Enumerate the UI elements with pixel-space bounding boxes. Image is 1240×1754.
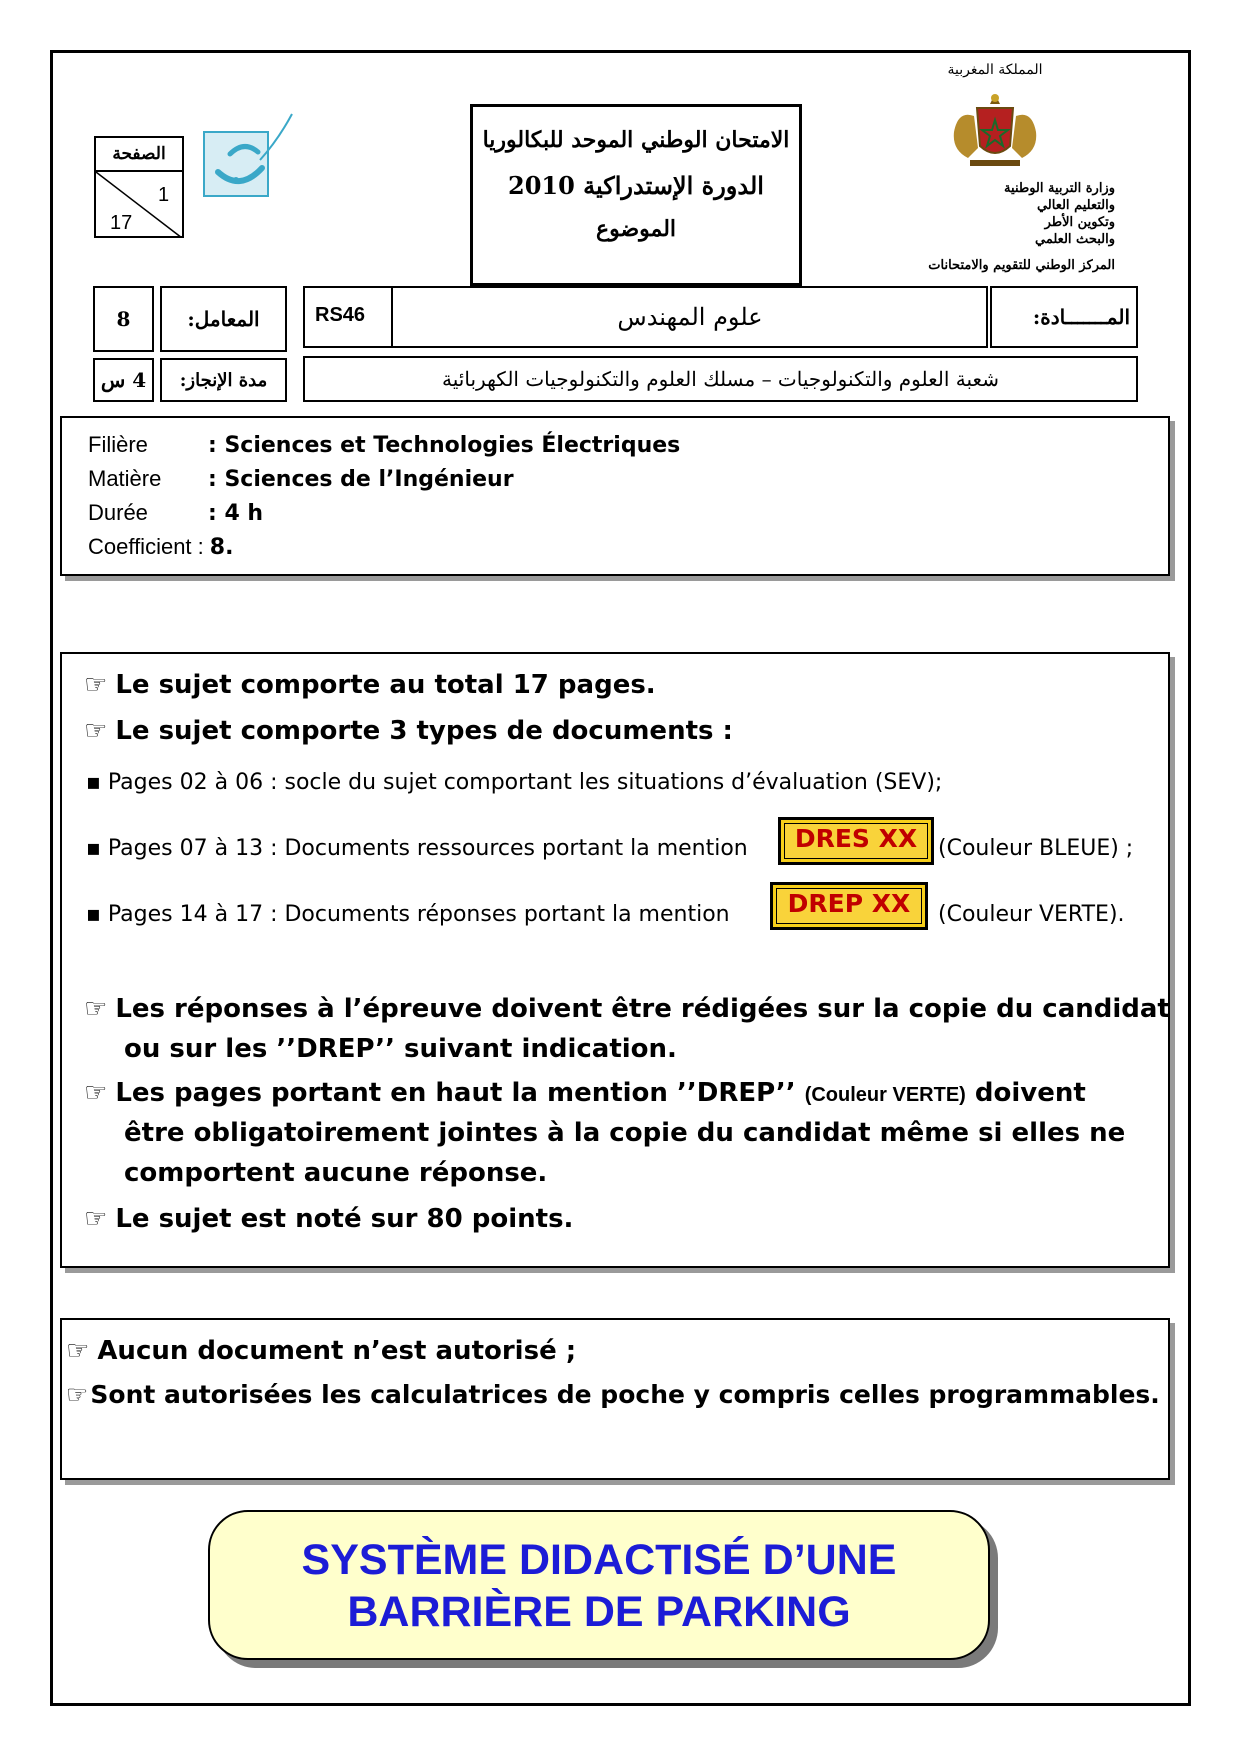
instr-answers-1 <box>84 994 1170 1024</box>
exam-line-2: الدورة الإستدراكية 2010 <box>508 171 764 200</box>
instr-pages-1b: (Couleur VERTE) <box>804 1084 966 1106</box>
main-title-line-2: BARRIÈRE DE PARKING <box>347 1588 851 1636</box>
drep-tag <box>770 882 928 930</box>
instr-doc3: ▪ Pages 14 à 17 : Documents réponses portant la mention <box>86 902 730 927</box>
duration-label: مدة الإنجاز: <box>160 358 287 402</box>
pointing-hand-icon: ☞ <box>84 670 108 700</box>
duration-value: 4 س <box>93 358 154 402</box>
instr-doc2-color: (Couleur BLEUE) ; <box>938 836 1134 861</box>
instructions-box <box>60 652 1170 1268</box>
pointing-hand-icon: ☞ <box>84 994 108 1024</box>
pointing-hand-icon: ☞ <box>84 716 108 746</box>
coefficient-value: 8 <box>93 286 154 352</box>
subject-arabic: علوم المهندس <box>617 303 763 331</box>
dres-tag <box>778 817 934 865</box>
drep-tag-text: DREP XX <box>776 888 922 924</box>
instr-answers-2: ou sur les ’’DREP’’ suivant indication. <box>124 1034 677 1064</box>
page-number-box <box>94 136 184 238</box>
ministry-line-2: والتعليم العالي <box>1036 198 1115 213</box>
branch-arabic: شعبة العلوم والتكنولوجيات – مسلك العلوم والتكنولوجيات الكهربائية <box>303 356 1138 402</box>
instr-pages-1c: doivent <box>974 1078 1086 1108</box>
instr-types <box>84 716 733 746</box>
info-coefficient <box>88 530 233 564</box>
exam-title-box <box>470 104 802 286</box>
royal-emblem <box>940 86 1050 176</box>
page-current: 1 <box>158 184 170 206</box>
ministry-line-3: وتكوين الأطر <box>1044 215 1115 230</box>
rule-no-docs <box>66 1336 576 1366</box>
evaluation-center: المركز الوطني للتقويم والامتحانات <box>928 258 1115 273</box>
info-duree-value: : 4 h <box>208 501 264 526</box>
pointing-hand-icon: ☞ <box>84 1204 108 1234</box>
instr-doc3-color: (Couleur VERTE). <box>938 902 1125 927</box>
instr-pages-3: comportent aucune réponse. <box>124 1158 548 1188</box>
subject-divider <box>391 288 393 346</box>
page-total: 17 <box>110 212 133 234</box>
info-duree <box>88 496 263 530</box>
instr-doc2: ▪ Pages 07 à 13 : Documents ressources portant la mention <box>86 836 748 861</box>
main-title-line-1: SYSTÈME DIDACTISÉ D’UNE <box>301 1536 897 1584</box>
info-filiere <box>88 428 680 462</box>
instr-types-text: Le sujet comporte 3 types de documents : <box>115 716 733 746</box>
info-box <box>60 416 1170 576</box>
instr-pages-1a: Les pages portant en haut la mention ’’DREP’’ <box>115 1078 796 1108</box>
subject-row <box>303 286 988 348</box>
exam-line-3: الموضوع <box>595 216 677 242</box>
rule-calculators <box>66 1380 1160 1409</box>
rules-box <box>60 1318 1170 1480</box>
rule-no-docs-text: Aucun document n’est autorisé ; <box>97 1336 577 1366</box>
subject-code: RS46 <box>315 304 366 326</box>
instr-points-text: Le sujet est noté sur 80 points. <box>115 1204 574 1234</box>
info-matiere <box>88 462 514 496</box>
pointing-hand-icon: ☞ <box>66 1380 89 1409</box>
instr-total-pages <box>84 670 656 700</box>
main-title-box <box>208 1510 990 1660</box>
exam-line-1: الامتحان الوطني الموحد للبكالوريا <box>482 127 790 153</box>
instr-doc1: ▪ Pages 02 à 06 : socle du sujet comportant les situations d’évaluation (SEV); <box>86 770 943 795</box>
rule-calculators-text: Sont autorisées les calculatrices de poche y compris celles programmables. <box>90 1380 1160 1409</box>
instr-doc3-text: Pages 14 à 17 : Documents réponses portant la mention <box>107 902 730 927</box>
kingdom-name: المملكة المغربية <box>947 62 1043 78</box>
coefficient-label: المعامل: <box>160 286 287 352</box>
ministry-line-4: والبحث العلمي <box>1035 232 1115 247</box>
instr-points <box>84 1204 573 1234</box>
instr-answers-1-text: Les réponses à l’épreuve doivent être rédigées sur la copie du candidat <box>115 994 1170 1024</box>
pointing-hand-icon: ☞ <box>84 1078 108 1108</box>
info-matiere-label: Matière <box>88 466 162 491</box>
dres-tag-text: DRES XX <box>784 823 928 859</box>
instr-total-pages-text: Le sujet comporte au total 17 pages. <box>115 670 656 700</box>
subject-label: المـــــــادة: <box>990 286 1138 348</box>
info-filiere-label: Filière <box>88 432 148 457</box>
info-duree-label: Durée <box>88 500 148 525</box>
page-label: الصفحة <box>96 138 182 172</box>
info-matiere-value: : Sciences de l’Ingénieur <box>208 467 514 492</box>
info-coefficient-label: Coefficient : <box>88 534 204 559</box>
ministry-line-1: وزارة التربية الوطنية <box>1004 181 1115 196</box>
ministry-logo <box>200 110 300 205</box>
info-filiere-value: : Sciences et Technologies Électriques <box>208 433 681 458</box>
info-coefficient-value: 8. <box>209 535 234 560</box>
instr-doc2-text: Pages 07 à 13 : Documents ressources portant la mention <box>107 836 748 861</box>
pointing-hand-icon: ☞ <box>66 1336 90 1366</box>
instr-doc1-text: Pages 02 à 06 : socle du sujet comportant les situations d’évaluation (SEV); <box>107 770 943 795</box>
instr-pages-2: être obligatoirement jointes à la copie du candidat même si elles ne <box>124 1118 1126 1148</box>
instr-pages-1 <box>84 1078 1086 1108</box>
ministry-text <box>875 180 1115 248</box>
